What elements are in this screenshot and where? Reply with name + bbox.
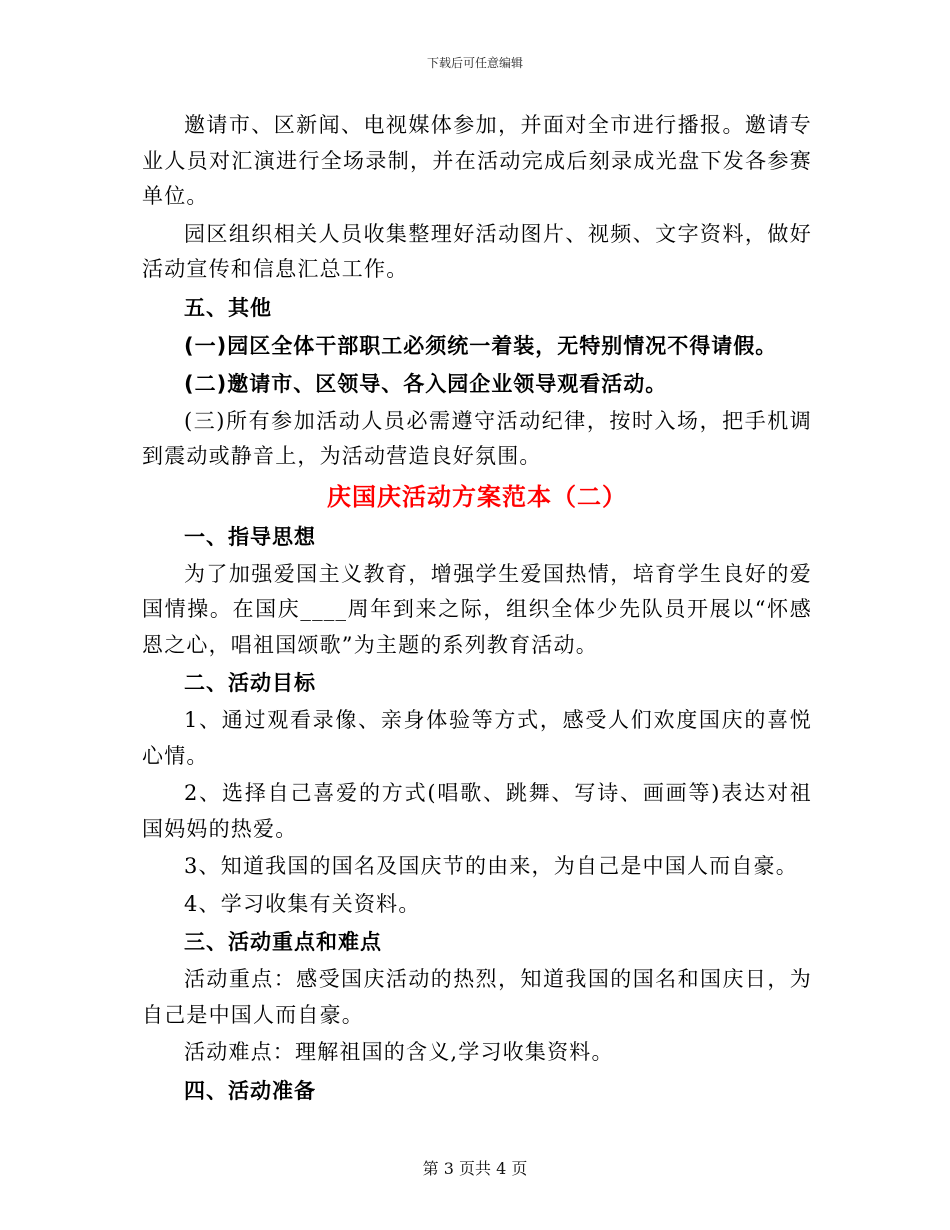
section-heading: 三、活动重点和难点	[184, 930, 382, 954]
list-item: 4、学习收集有关资料。	[184, 891, 421, 916]
section-heading: 二、活动目标	[184, 671, 316, 695]
paragraph: 为了加强爱国主义教育，增强学生爱国热情，培育学生良好的爱国情操。在国庆____周年到来之际，组织全体少先队员开展以“怀感恩之心，唱祖国颂歌”为主题的系列教育活动。	[142, 561, 812, 657]
list-item: 1、通过观看录像、亲身体验等方式，感受人们欢度国庆的喜悦心情。	[142, 708, 812, 768]
bold-item: (二)邀请市、区领导、各入园企业领导观看活动。	[184, 371, 668, 396]
section-heading: 五、其他	[184, 295, 272, 320]
document-title: 庆国庆活动方案范本（二）	[327, 482, 627, 511]
paragraph: 活动重点：感受国庆活动的热烈，知道我国的国名和国庆日，为自己是中国人而自豪。	[142, 967, 812, 1027]
section-heading: 一、指导思想	[184, 524, 316, 549]
paragraph: 邀请市、区新闻、电视媒体参加，并面对全市进行播报。邀请专业人员对汇演进行全场录制，并在活动完成后刻录成光盘下发各参赛单位。	[142, 113, 812, 208]
section-heading: 四、活动准备	[184, 1078, 316, 1103]
list-item: 2、选择自己喜爱的方式(唱歌、跳舞、写诗、画画等)表达对祖国妈妈的热爱。	[142, 781, 812, 841]
document-body	[142, 108, 812, 1111]
page-header: 下载后可任意编辑	[426, 56, 523, 70]
page-footer: 第 3 页共 4 页	[422, 1159, 528, 1178]
list-item: 3、知道我国的国名及国庆节的由来，为自己是中国人而自豪。	[184, 854, 798, 878]
paragraph: (三)所有参加活动人员必需遵守活动纪律，按时入场，把手机调到震动或静音上，为活动营造良好氛围。	[142, 408, 812, 468]
bold-item: (一)园区全体干部职工必须统一着装，无特别情况不得请假。	[184, 333, 778, 358]
paragraph: 活动难点：理解祖国的含义,学习收集资料。	[184, 1040, 614, 1064]
paragraph: 园区组织相关人员收集整理好活动图片、视频、文字资料，做好活动宣传和信息汇总工作。	[142, 221, 812, 281]
